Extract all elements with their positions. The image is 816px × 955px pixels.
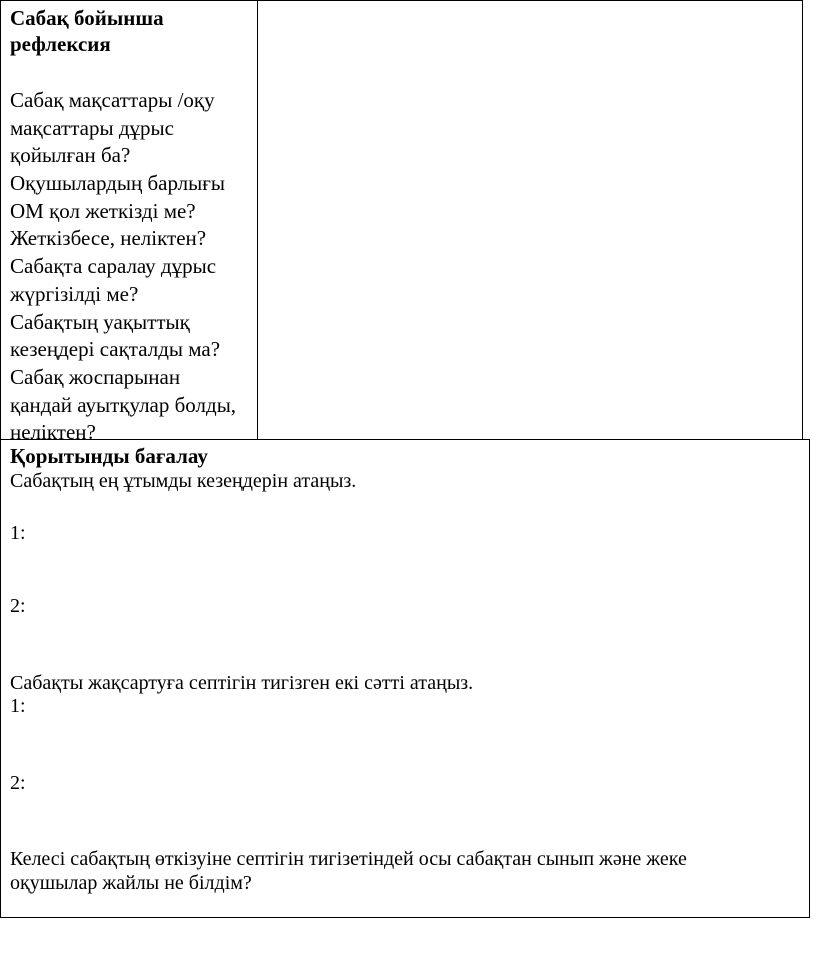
spacer [10, 57, 255, 87]
summary-cell [0, 439, 810, 918]
reflection-question-line: жүргізілді ме? [10, 281, 139, 306]
summary-q1-item-1: 1: [10, 522, 26, 544]
reflection-question-line: қойылған ба? [10, 143, 131, 168]
reflection-question-line: Жеткізбесе, неліктен? [10, 226, 207, 251]
summary-question-2: Сабақты жақсартуға септігін тигізген екі сәтті атаңыз. [10, 672, 474, 694]
reflection-question-line: ОМ қол жеткізді ме? [10, 198, 196, 223]
summary-q2-item-2: 2: [10, 772, 26, 794]
summary-heading: Қорытынды бағалау [10, 444, 208, 468]
reflection-question-line: Сабақтың уақыттық [10, 309, 190, 334]
summary-q2-item-1: 1: [10, 695, 26, 717]
reflection-answer-cell[interactable] [257, 0, 803, 440]
reflection-heading-line1: Сабақ бойынша [10, 6, 164, 30]
summary-q1-item-2: 2: [10, 595, 26, 617]
reflection-content [10, 5, 255, 440]
summary-question-1: Сабақтың ең ұтымды кезеңдерін атаңыз. [10, 470, 357, 492]
reflection-cell [0, 0, 258, 440]
reflection-question-line: кезеңдері сақталды ма? [10, 337, 221, 362]
summary-question-3-line-1: Келесі сабақтың өткізуіне септігін тигізетіндей осы сабақтан сынып және жеке [10, 848, 687, 870]
reflection-question-line: Сабақ мақсаттары /оқу [10, 88, 215, 112]
reflection-heading-line2: рефлексия [10, 32, 111, 56]
reflection-question-line: Сабақта саралау дұрыс [10, 254, 217, 279]
summary-question-3-line-2: оқушылар жайлы не білдім? [10, 872, 252, 894]
reflection-question-line: қандай ауытқулар болды, [10, 392, 237, 417]
reflection-question-line: Сабақ жоспарынан [10, 364, 181, 389]
reflection-question-line: неліктен? [10, 420, 96, 440]
reflection-question-line: Оқушылардың барлығы [10, 171, 225, 196]
reflection-question-line: мақсаттары дұрыс [10, 115, 174, 140]
